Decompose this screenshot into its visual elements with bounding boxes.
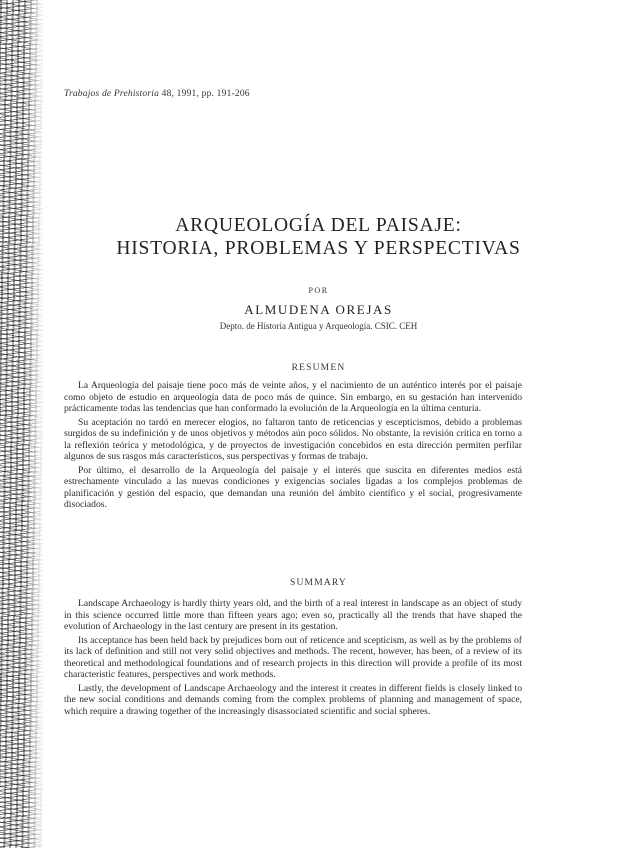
summary-paragraph: Its acceptance has been held back by prejudices born out of reticence and scepticism, as well as by the problems of its lack of definition and still not very solid objectives and methods. The recent, however, has been, of a review of its theoretical and methodological foundations and of research projects in this direction will provide a profile of its most characteristic features, perspectives and work methods. [64,634,522,680]
scanned-page-edge [0,0,44,848]
summary-body [64,598,522,719]
resumen-paragraph: Su aceptación no tardó en merecer elogios, no faltaron tanto de reticencias y escepticismos, debido a problemas surgidos de su indefinición y de unos objetivos y métodos aún poco sólidos. No obstante, la revisión crítica en torno a la reflexión teórica y metodológica, y de proyectos de investigación concebidos en esta dirección permiten perfilar algunos de sus rasgos más característicos, sus perspectivas y formas de trabajo. [64,416,522,462]
byline-label: POR [308,286,329,295]
resumen-body [64,380,522,513]
summary-paragraph: Lastly, the development of Landscape Archaeology and the interest it creates in different fields is closely linked to the new social conditions and demands coming from the complex problems of planning and management of space, which require a drawing together of the increasingly disassociated scientific and social spheres. [64,682,522,717]
resumen-paragraph: Por último, el desarrollo de la Arqueología del paisaje y el interés que suscita en diferentes medios está estrechamente vinculado a las nuevas condiciones y exigencias sociales ligadas a los complejos problemas de planificación y gestión del espacio, que demandan una reunión del ámbito científico y el social, progresivamente disociados. [64,464,522,510]
resumen-paragraph: La Arqueología del paisaje tiene poco más de veinte años, y el nacimiento de un auténtico interés por el paisaje como objeto de estudio en arqueología data de poco más de quince. Sin embargo, en su gestación han intervenido prácticamente todas las tendencias que han conformado la evolución de la Arqueología en la última centuria. [64,380,522,414]
summary-paragraph: Landscape Archaeology is hardly thirty years old, and the birth of a real interest in landscape as an object of study in this science occurred little more than fifteen years ago; even so, practically all the trends that have shaped the evolution of Archaeology in the last century are present in its gestation. [64,598,522,632]
article-title-line-2: HISTORIA, PROBLEMAS Y PERSPECTIVAS [116,238,521,259]
resumen-heading: RESUMEN [291,363,346,373]
journal-name: Trabajos de Prehistoria [64,89,160,99]
journal-volume-pages: 48, 1991, pp. 191-206 [161,89,250,99]
summary-heading: SUMMARY [290,578,347,588]
author-affiliation: Depto. de Historia Antigua y Arqueología. CSIC. CEH [219,321,418,331]
article-title-line-1: ARQUEOLOGÍA DEL PAISAJE: [175,215,462,236]
author-name: ALMUDENA OREJAS [244,302,393,317]
journal-citation [64,89,250,99]
